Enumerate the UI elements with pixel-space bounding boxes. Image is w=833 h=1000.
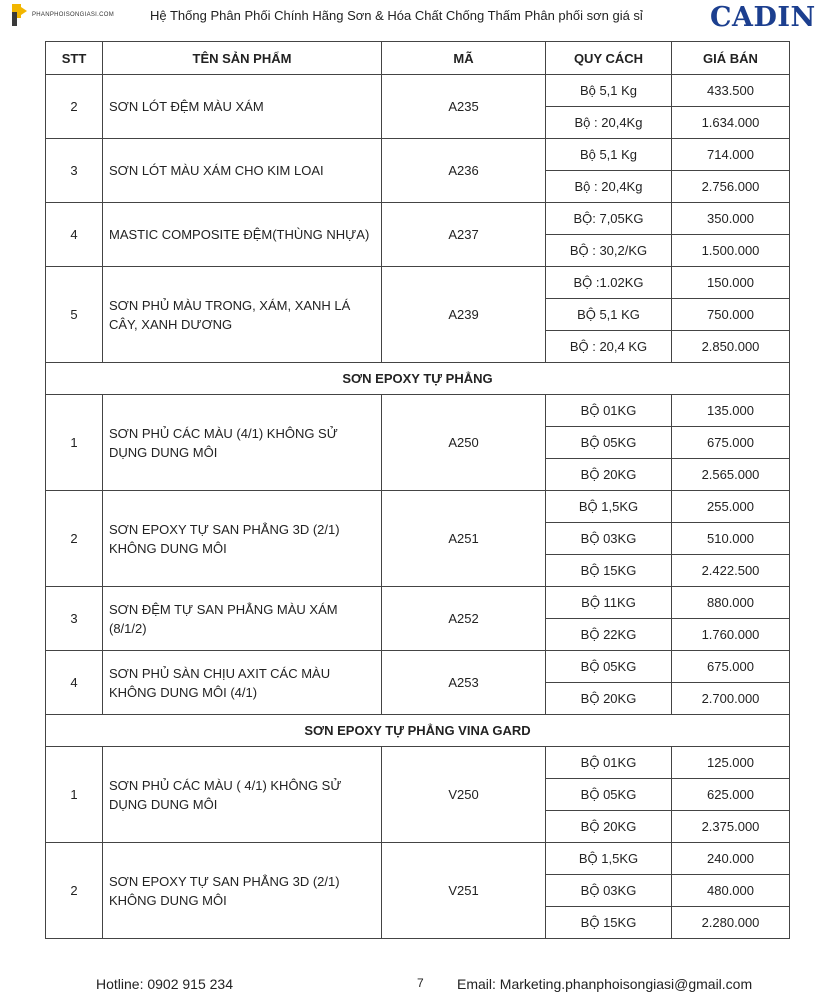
cell-stt: 4 xyxy=(46,203,103,267)
site-logo xyxy=(12,4,114,26)
table-row xyxy=(46,491,790,523)
cell-stt: 1 xyxy=(46,747,103,843)
table-header-row xyxy=(46,42,790,75)
cell-price: 135.000 xyxy=(672,395,790,427)
header-stt: STT xyxy=(46,42,103,75)
cell-spec: BỘ 15KG xyxy=(546,555,672,587)
cell-spec: BỘ 11KG xyxy=(546,587,672,619)
cell-price: 240.000 xyxy=(672,843,790,875)
cell-price: 750.000 xyxy=(672,299,790,331)
price-table xyxy=(45,41,790,939)
cell-spec: BỘ 1,5KG xyxy=(546,491,672,523)
cell-price: 2.422.500 xyxy=(672,555,790,587)
logo-mark-icon xyxy=(12,4,28,26)
table-row xyxy=(46,75,790,107)
cell-stt: 4 xyxy=(46,651,103,715)
cell-price: 350.000 xyxy=(672,203,790,235)
cell-price: 150.000 xyxy=(672,267,790,299)
header-code: MÃ xyxy=(382,42,546,75)
footer-email: Email: Marketing.phanphoisongiasi@gmail.com xyxy=(457,976,753,992)
cell-price: 2.756.000 xyxy=(672,171,790,203)
table-row xyxy=(46,139,790,171)
cell-code: A239 xyxy=(382,267,546,363)
cell-stt: 3 xyxy=(46,139,103,203)
cell-price: 255.000 xyxy=(672,491,790,523)
cell-stt: 1 xyxy=(46,395,103,491)
cell-price: 625.000 xyxy=(672,779,790,811)
cell-spec: BỘ 20KG xyxy=(546,811,672,843)
cell-product-name: SƠN LÓT ĐỆM MÀU XÁM xyxy=(103,75,382,139)
cell-spec: Bộ : 20,4Kg xyxy=(546,171,672,203)
cell-code: A236 xyxy=(382,139,546,203)
brand-logo: CADIN xyxy=(710,2,816,33)
cell-code: A235 xyxy=(382,75,546,139)
cell-spec: BỘ 22KG xyxy=(546,619,672,651)
section-row xyxy=(46,715,790,747)
cell-spec: BỘ 03KG xyxy=(546,875,672,907)
cell-product-name: SƠN PHỦ SÀN CHỊU AXIT CÁC MÀU KHÔNG DUNG MÔI (4/1) xyxy=(103,651,382,715)
cell-spec: Bộ : 20,4Kg xyxy=(546,107,672,139)
header-product-name: TÊN SẢN PHẨM xyxy=(103,42,382,75)
cell-price: 125.000 xyxy=(672,747,790,779)
table-row xyxy=(46,651,790,683)
cell-spec: Bộ 5,1 Kg xyxy=(546,75,672,107)
cell-price: 433.500 xyxy=(672,75,790,107)
logo-text: PHANPHOISONGIASI.COM xyxy=(32,12,115,18)
cell-code: V250 xyxy=(382,747,546,843)
cell-spec: BỘ :1.02KG xyxy=(546,267,672,299)
cell-spec: BỘ 01KG xyxy=(546,395,672,427)
cell-spec: BỘ 01KG xyxy=(546,747,672,779)
cell-code: A251 xyxy=(382,491,546,587)
cell-spec: BỘ 03KG xyxy=(546,523,672,555)
cell-spec: BỘ 20KG xyxy=(546,683,672,715)
cell-stt: 3 xyxy=(46,587,103,651)
cell-product-name: MASTIC COMPOSITE ĐỆM(THÙNG NHỰA) xyxy=(103,203,382,267)
footer-hotline: Hotline: 0902 915 234 xyxy=(96,976,233,992)
page-header xyxy=(0,0,833,36)
cell-price: 510.000 xyxy=(672,523,790,555)
cell-code: V251 xyxy=(382,843,546,939)
table-row xyxy=(46,587,790,619)
cell-price: 2.850.000 xyxy=(672,331,790,363)
section-title: SƠN EPOXY TỰ PHẲNG xyxy=(46,363,790,395)
cell-code: A250 xyxy=(382,395,546,491)
cell-price: 2.700.000 xyxy=(672,683,790,715)
cell-spec: BỘ 20KG xyxy=(546,459,672,491)
header-price: GIÁ BÁN xyxy=(672,42,790,75)
cell-product-name: SƠN EPOXY TỰ SAN PHẲNG 3D (2/1) KHÔNG DUNG MÔI xyxy=(103,843,382,939)
table-row xyxy=(46,843,790,875)
header-title: Hệ Thống Phân Phối Chính Hãng Sơn & Hóa Chất Chống Thấm Phân phối sơn giá sỉ xyxy=(150,8,643,23)
cell-spec: BỘ 1,5KG xyxy=(546,843,672,875)
section-row xyxy=(46,363,790,395)
table-row xyxy=(46,267,790,299)
cell-price: 2.565.000 xyxy=(672,459,790,491)
cell-product-name: SƠN ĐỆM TỰ SAN PHẲNG MÀU XÁM (8/1/2) xyxy=(103,587,382,651)
cell-stt: 2 xyxy=(46,491,103,587)
cell-spec: BỘ 15KG xyxy=(546,907,672,939)
cell-price: 880.000 xyxy=(672,587,790,619)
cell-product-name: SƠN PHỦ CÁC MÀU ( 4/1) KHÔNG SỬ DỤNG DUNG MÔI xyxy=(103,747,382,843)
cell-spec: BỘ 5,1 KG xyxy=(546,299,672,331)
cell-product-name: SƠN PHỦ MÀU TRONG, XÁM, XANH LÁ CÂY, XANH DƯƠNG xyxy=(103,267,382,363)
cell-spec: BỘ 05KG xyxy=(546,651,672,683)
cell-price: 1.500.000 xyxy=(672,235,790,267)
cell-stt: 5 xyxy=(46,267,103,363)
cell-spec: BỘ : 30,2/KG xyxy=(546,235,672,267)
cell-code: A253 xyxy=(382,651,546,715)
table-row xyxy=(46,395,790,427)
cell-stt: 2 xyxy=(46,75,103,139)
section-title: SƠN EPOXY TỰ PHẲNG VINA GARD xyxy=(46,715,790,747)
table-row xyxy=(46,747,790,779)
cell-code: A252 xyxy=(382,587,546,651)
cell-price: 2.375.000 xyxy=(672,811,790,843)
cell-price: 675.000 xyxy=(672,651,790,683)
table-body xyxy=(46,75,790,939)
cell-price: 675.000 xyxy=(672,427,790,459)
cell-product-name: SƠN PHỦ CÁC MÀU (4/1) KHÔNG SỬ DỤNG DUNG MÔI xyxy=(103,395,382,491)
cell-spec: BỘ 05KG xyxy=(546,427,672,459)
cell-code: A237 xyxy=(382,203,546,267)
cell-price: 480.000 xyxy=(672,875,790,907)
cell-spec: Bộ 5,1 Kg xyxy=(546,139,672,171)
table-row xyxy=(46,203,790,235)
cell-price: 2.280.000 xyxy=(672,907,790,939)
cell-spec: BỘ : 20,4 KG xyxy=(546,331,672,363)
cell-price: 1.760.000 xyxy=(672,619,790,651)
cell-price: 1.634.000 xyxy=(672,107,790,139)
cell-spec: BỘ 05KG xyxy=(546,779,672,811)
page-number: 7 xyxy=(417,976,424,990)
cell-price: 714.000 xyxy=(672,139,790,171)
cell-product-name: SƠN EPOXY TỰ SAN PHẲNG 3D (2/1) KHÔNG DUNG MÔI xyxy=(103,491,382,587)
cell-spec: BỘ: 7,05KG xyxy=(546,203,672,235)
cell-stt: 2 xyxy=(46,843,103,939)
header-spec: QUY CÁCH xyxy=(546,42,672,75)
cell-product-name: SƠN LÓT MÀU XÁM CHO KIM LOAI xyxy=(103,139,382,203)
